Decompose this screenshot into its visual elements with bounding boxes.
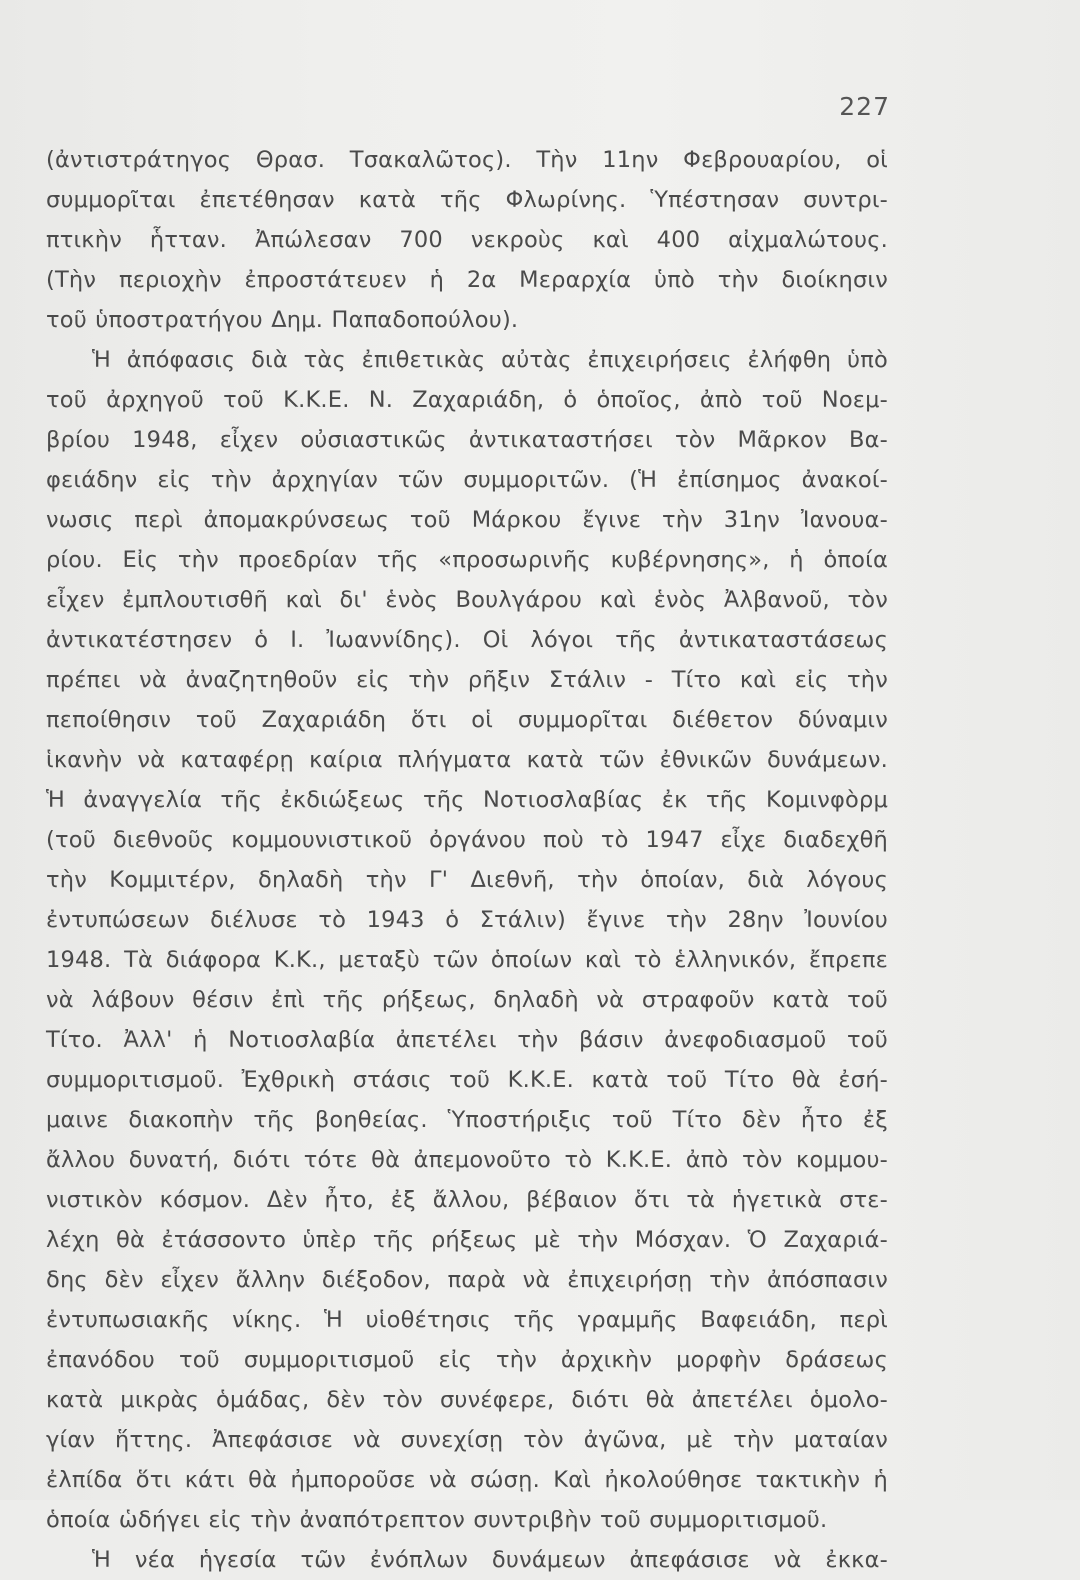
text-line: βρίου 1948, εἶχεν οὐσιαστικῶς ἀντικαταστήσει τὸν Μᾶρκον Βα- (46, 427, 888, 453)
text-line: πρέπει νὰ ἀναζητηθοῦν εἰς τὴν ρῆξιν Στάλιν - Τίτο καὶ εἰς τὴν (46, 667, 888, 693)
text-line: 1948. Τὰ διάφορα Κ.Κ., μεταξὺ τῶν ὁποίων καὶ τὸ ἑλληνικόν, ἔπρεπε (46, 947, 888, 973)
text-line: τὴν Κομμιτέρν, δηλαδὴ τὴν Γ' Διεθνῆ, τὴν ὁποίαν, διὰ λόγους (46, 867, 888, 893)
text-line: ἀντικατέστησεν ὁ Ι. Ἰωαννίδης). Οἱ λόγοι τῆς ἀντικαταστάσεως (46, 627, 888, 653)
text-line: συμμοριτισμοῦ. Ἐχθρικὴ στάσις τοῦ Κ.Κ.Ε. κατὰ τοῦ Τίτο θὰ ἐσή- (46, 1067, 888, 1093)
text-line: νιστικὸν κόσμον. Δὲν ἦτο, ἐξ ἄλλου, βέβαιον ὅτι τὰ ἡγετικὰ στε- (46, 1187, 888, 1213)
text-line: φειάδην εἰς τὴν ἀρχηγίαν τῶν συμμοριτῶν. (Ἡ ἐπίσημος ἀνακοί- (46, 467, 888, 493)
text-line: Ἡ νέα ἡγεσία τῶν ἐνόπλων δυνάμεων ἀπεφάσισε νὰ ἐκκα- (92, 1547, 888, 1573)
text-line: πτικὴν ἧτταν. Ἀπώλεσαν 700 νεκροὺς καὶ 400 αἰχμαλώτους. (46, 227, 888, 253)
text-line: κατὰ μικρὰς ὁμάδας, δὲν τὸν συνέφερε, διότι θὰ ἀπετέλει ὁμολο- (46, 1387, 888, 1413)
text-line: Ἡ ἀναγγελία τῆς ἐκδιώξεως τῆς Νοτιοσλαβίας ἐκ τῆς Κομινφὸρμ (46, 787, 888, 813)
text-line: πεποίθησιν τοῦ Ζαχαριάδη ὅτι οἱ συμμορῖται διέθετον δύναμιν (46, 707, 888, 733)
text-line: (Τὴν περιοχὴν ἐπροστάτευεν ἡ 2α Μεραρχία ὑπὸ τὴν διοίκησιν (46, 267, 888, 293)
text-line: συμμορῖται ἐπετέθησαν κατὰ τῆς Φλωρίνης. Ὑπέστησαν συντρι- (46, 187, 888, 213)
text-line: ἐντυπωσιακῆς νίκης. Ἡ υἱοθέτησις τῆς γραμμῆς Βαφειάδη, περὶ (46, 1307, 888, 1333)
text-line: (ἀντιστράτηγος Θρασ. Τσακαλῶτος). Τὴν 11ην Φεβρουαρίου, οἱ (46, 147, 888, 173)
text-line: νωσις περὶ ἀπομακρύνσεως τοῦ Μάρκου ἔγινε τὴν 31ην Ἰανουα- (46, 507, 888, 533)
text-line: μαινε διακοπὴν τῆς βοηθείας. Ὑποστήριξις τοῦ Τίτο δὲν ἦτο ἐξ (46, 1107, 888, 1133)
text-line: τοῦ ὑποστρατήγου Δημ. Παπαδοπούλου). (46, 307, 519, 333)
page-number: 227 (839, 92, 890, 121)
text-line: εἶχεν ἐμπλουτισθῆ καὶ δι' ἑνὸς Βουλγάρου καὶ ἑνὸς Ἀλβανοῦ, τὸν (46, 587, 888, 613)
text-line: λέχη θὰ ἐτάσσοντο ὑπὲρ τῆς ρήξεως μὲ τὴν Μόσχαν. Ὁ Ζαχαριά- (46, 1227, 888, 1253)
text-line: ἱκανὴν νὰ καταφέρῃ καίρια πλήγματα κατὰ τῶν ἐθνικῶν δυνάμεων. (46, 747, 888, 773)
text-line: ἐντυπώσεων διέλυσε τὸ 1943 ὁ Στάλιν) ἔγινε τὴν 28ην Ἰουνίου (46, 907, 888, 933)
text-line: γίαν ἥττης. Ἀπεφάσισε νὰ συνεχίσῃ τὸν ἀγῶνα, μὲ τὴν ματαίαν (46, 1427, 888, 1453)
text-line: Τίτο. Ἀλλ' ἡ Νοτιοσλαβία ἀπετέλει τὴν βάσιν ἀνεφοδιασμοῦ τοῦ (46, 1027, 888, 1053)
text-line: δης δὲν εἶχεν ἄλλην διέξοδον, παρὰ νὰ ἐπιχειρήσῃ τὴν ἀπόσπασιν (46, 1267, 888, 1293)
text-line: τοῦ ἀρχηγοῦ τοῦ Κ.Κ.Ε. Ν. Ζαχαριάδη, ὁ ὁποῖος, ἀπὸ τοῦ Νοεμ- (46, 387, 888, 413)
text-line: ρίου. Εἰς τὴν προεδρίαν τῆς «προσωρινῆς κυβέρνησης», ἡ ὁποία (46, 547, 888, 573)
text-line: (τοῦ διεθνοῦς κομμουνιστικοῦ ὀργάνου ποὺ τὸ 1947 εἶχε διαδεχθῆ (46, 827, 888, 853)
text-line: νὰ λάβουν θέσιν ἐπὶ τῆς ρήξεως, δηλαδὴ νὰ στραφοῦν κατὰ τοῦ (46, 987, 888, 1013)
text-line: Ἡ ἀπόφασις διὰ τὰς ἐπιθετικὰς αὐτὰς ἐπιχειρήσεις ἐλήφθη ὑπὸ (92, 347, 888, 373)
body-text (46, 140, 888, 1580)
text-line: ἄλλου δυνατή, διότι τότε θὰ ἀπεμονοῦτο τὸ Κ.Κ.Ε. ἀπὸ τὸν κομμου- (46, 1147, 888, 1173)
text-line: ἐλπίδα ὅτι κάτι θὰ ἠμποροῦσε νὰ σώσῃ. Καὶ ἠκολούθησε τακτικὴν ἡ (46, 1467, 888, 1493)
text-line: ἐπανόδου τοῦ συμμοριτισμοῦ εἰς τὴν ἀρχικὴν μορφὴν δράσεως (46, 1347, 888, 1373)
text-line: ὁποία ὡδήγει εἰς τὴν ἀναπότρεπτον συντριβὴν τοῦ συμμοριτισμοῦ. (46, 1507, 828, 1533)
